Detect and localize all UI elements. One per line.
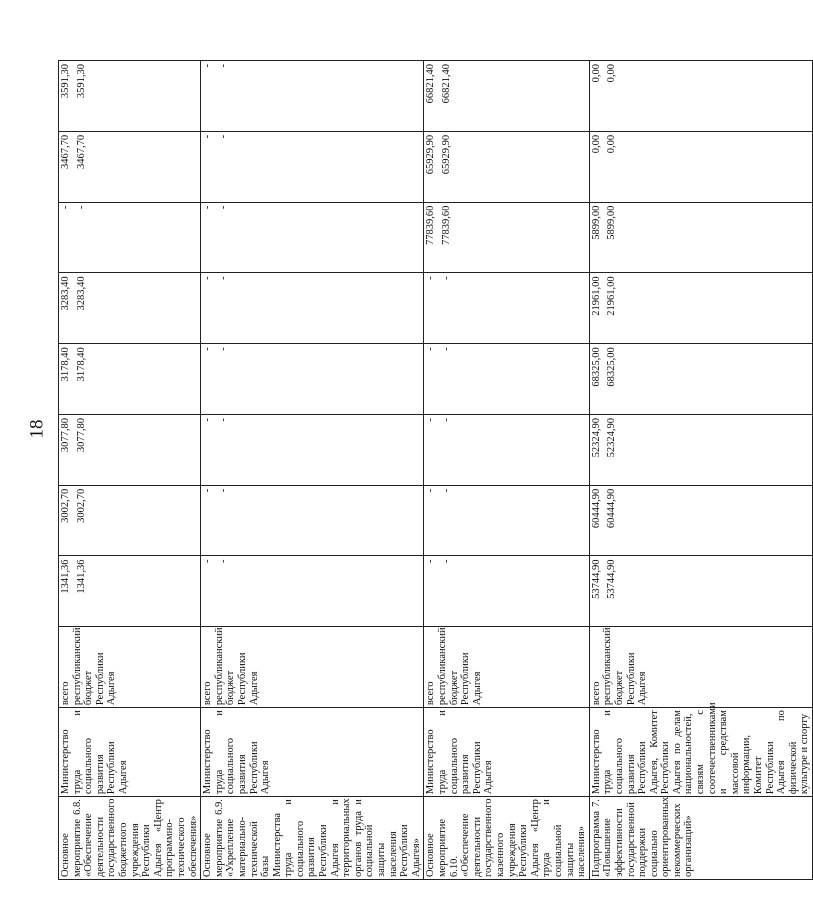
total-value: - [202, 276, 214, 280]
total-value: 65929,90 [425, 134, 437, 175]
budget-value: 66821,40 [441, 64, 452, 104]
value-cell [201, 273, 424, 344]
budget-value: 0,00 [606, 64, 618, 83]
value-cell [424, 131, 589, 202]
value-cell [59, 202, 201, 273]
budget-value: - [217, 347, 229, 351]
activity-cell: Основное мероприятие 6.10. «Обеспечение деятельности государственного казенного учреждения Республики Адыгея «Центр труда и социальной защиты населения» [424, 797, 589, 880]
source-label: всего [425, 681, 437, 706]
value-cell [201, 485, 424, 556]
table-body [59, 61, 813, 880]
source-cell [589, 627, 812, 708]
total-value: 77839,60 [425, 205, 437, 246]
table-row [59, 61, 201, 880]
budget-value: 0,00 [606, 134, 618, 154]
value-cell [589, 273, 812, 344]
total-value: - [202, 347, 214, 351]
budget-value: 3591,30 [75, 64, 87, 99]
value-cell [201, 61, 424, 132]
value-cell [201, 344, 424, 415]
total-value: 60444,90 [590, 488, 602, 529]
budget-value: 52324,90 [606, 417, 618, 458]
total-value: - [425, 276, 437, 280]
value-cell [201, 556, 424, 627]
value-cell [59, 485, 201, 556]
budget-value: 1341,36 [75, 559, 87, 594]
value-cell [589, 556, 812, 627]
source-label: всего [590, 681, 602, 706]
total-value: - [202, 559, 214, 563]
budget-value: - [441, 559, 452, 563]
total-value: - [425, 417, 437, 422]
total-value: 3591,30 [60, 64, 71, 99]
value-cell [589, 344, 812, 415]
rotated-table-container [58, 60, 811, 880]
value-cell [59, 556, 201, 627]
budget-value: 77839,60 [441, 205, 452, 246]
budget-value: 5899,00 [606, 205, 618, 240]
total-value: 3283,40 [60, 276, 71, 311]
total-value: - [425, 347, 437, 351]
source-label: республиканский бюджет Республики Адыгея [213, 627, 260, 706]
total-value: - [202, 488, 214, 493]
total-value: 68325,00 [590, 347, 602, 387]
budget-value: 3178,40 [75, 347, 87, 382]
total-value: 3077,80 [60, 417, 71, 453]
value-cell [59, 414, 201, 485]
source-label: всего [60, 681, 71, 706]
budget-value: 21961,00 [606, 276, 618, 316]
activity-cell: Основное мероприятие 6.9. «Укрепление материально-технической базы Министерства труда и социального развития Республики Адыгея и территориальных органов труда и социальной защиты населения Республики Адыгея» [201, 797, 424, 880]
total-value: 3467,70 [60, 134, 71, 170]
budget-value: - [441, 488, 452, 493]
budget-value: 65929,90 [441, 134, 452, 175]
source-label: республиканский бюджет Республики Адыгея [71, 627, 118, 706]
budget-value: 68325,00 [606, 347, 618, 387]
value-cell [589, 414, 812, 485]
value-cell [589, 202, 812, 273]
value-cell [59, 344, 201, 415]
total-value: - [425, 559, 437, 563]
table-row [201, 61, 424, 880]
value-cell [59, 273, 201, 344]
value-cell [424, 485, 589, 556]
value-cell [424, 556, 589, 627]
source-label: всего [202, 681, 214, 706]
value-cell [589, 485, 812, 556]
total-value: 52324,90 [590, 417, 602, 458]
value-cell [589, 61, 812, 132]
total-value: - [202, 64, 214, 68]
executor-cell: Министерство труда и социального развития Республики Адыгея, Комитет Республики Адыгея по делам национальностей, связям с соотечественниками и средствам массовой информации, Комитет Республики Адыгея по физической культуре и спорту [589, 708, 812, 797]
value-cell [59, 131, 201, 202]
value-cell [59, 61, 201, 132]
value-cell [201, 202, 424, 273]
table-row [589, 61, 812, 880]
budget-value: - [217, 64, 229, 68]
source-label: республиканский бюджет Республики Адыгея [437, 627, 483, 706]
value-cell [424, 344, 589, 415]
table-row [424, 61, 589, 880]
total-value: - [60, 205, 71, 210]
value-cell [424, 202, 589, 273]
value-cell [424, 414, 589, 485]
source-cell [424, 627, 589, 708]
activity-cell: Основное мероприятие 6.8. «Обеспечение деятельности государственного бюджетного учреждения Республики Адыгея «Центр программно-технического обеспечения» [59, 797, 201, 880]
budget-value: - [441, 276, 452, 280]
budget-value: - [217, 134, 229, 139]
total-value: 0,00 [590, 64, 602, 83]
executor-cell: Министерство труда и социального развития Республики Адыгея [424, 708, 589, 797]
budget-value: - [217, 559, 229, 563]
source-label: республиканский бюджет Республики Адыгея [602, 627, 649, 706]
activity-cell: Подпрограмма 7. «Повышение эффективности государственной поддержки социально ориентированных некоммерческих организаций» [589, 797, 812, 880]
total-value: - [425, 488, 437, 493]
budget-value: - [217, 276, 229, 280]
value-cell [424, 61, 589, 132]
budget-value: 53744,90 [606, 559, 618, 599]
total-value: 3178,40 [60, 347, 71, 382]
total-value: - [202, 205, 214, 210]
total-value: - [202, 417, 214, 422]
total-value: 21961,00 [590, 276, 602, 316]
budget-value: - [441, 347, 452, 351]
total-value: 3002,70 [60, 488, 71, 523]
budget-value: - [75, 205, 87, 210]
budget-value: - [217, 205, 229, 210]
value-cell [201, 414, 424, 485]
budget-value: 60444,90 [606, 488, 618, 529]
budget-value: - [217, 488, 229, 493]
budget-value: - [217, 417, 229, 422]
total-value: 53744,90 [590, 559, 602, 599]
budget-value: 3002,70 [75, 488, 87, 523]
budget-value: 3077,80 [75, 417, 87, 453]
budget-table [58, 60, 813, 880]
executor-cell: Министерство труда и социального развития Республики Адыгея [59, 708, 201, 797]
budget-value: - [441, 417, 452, 422]
budget-value: 3467,70 [75, 134, 87, 170]
source-cell [201, 627, 424, 708]
executor-cell: Министерство труда и социального развития Республики Адыгея [201, 708, 424, 797]
total-value: 5899,00 [590, 205, 602, 240]
value-cell [589, 131, 812, 202]
total-value: 66821,40 [425, 64, 437, 104]
budget-value: 3283,40 [75, 276, 87, 311]
source-cell [59, 627, 201, 708]
total-value: 0,00 [590, 134, 602, 154]
value-cell [201, 131, 424, 202]
total-value: 1341,36 [60, 559, 71, 594]
page-number: 18 [26, 419, 48, 439]
total-value: - [202, 134, 214, 139]
value-cell [424, 273, 589, 344]
